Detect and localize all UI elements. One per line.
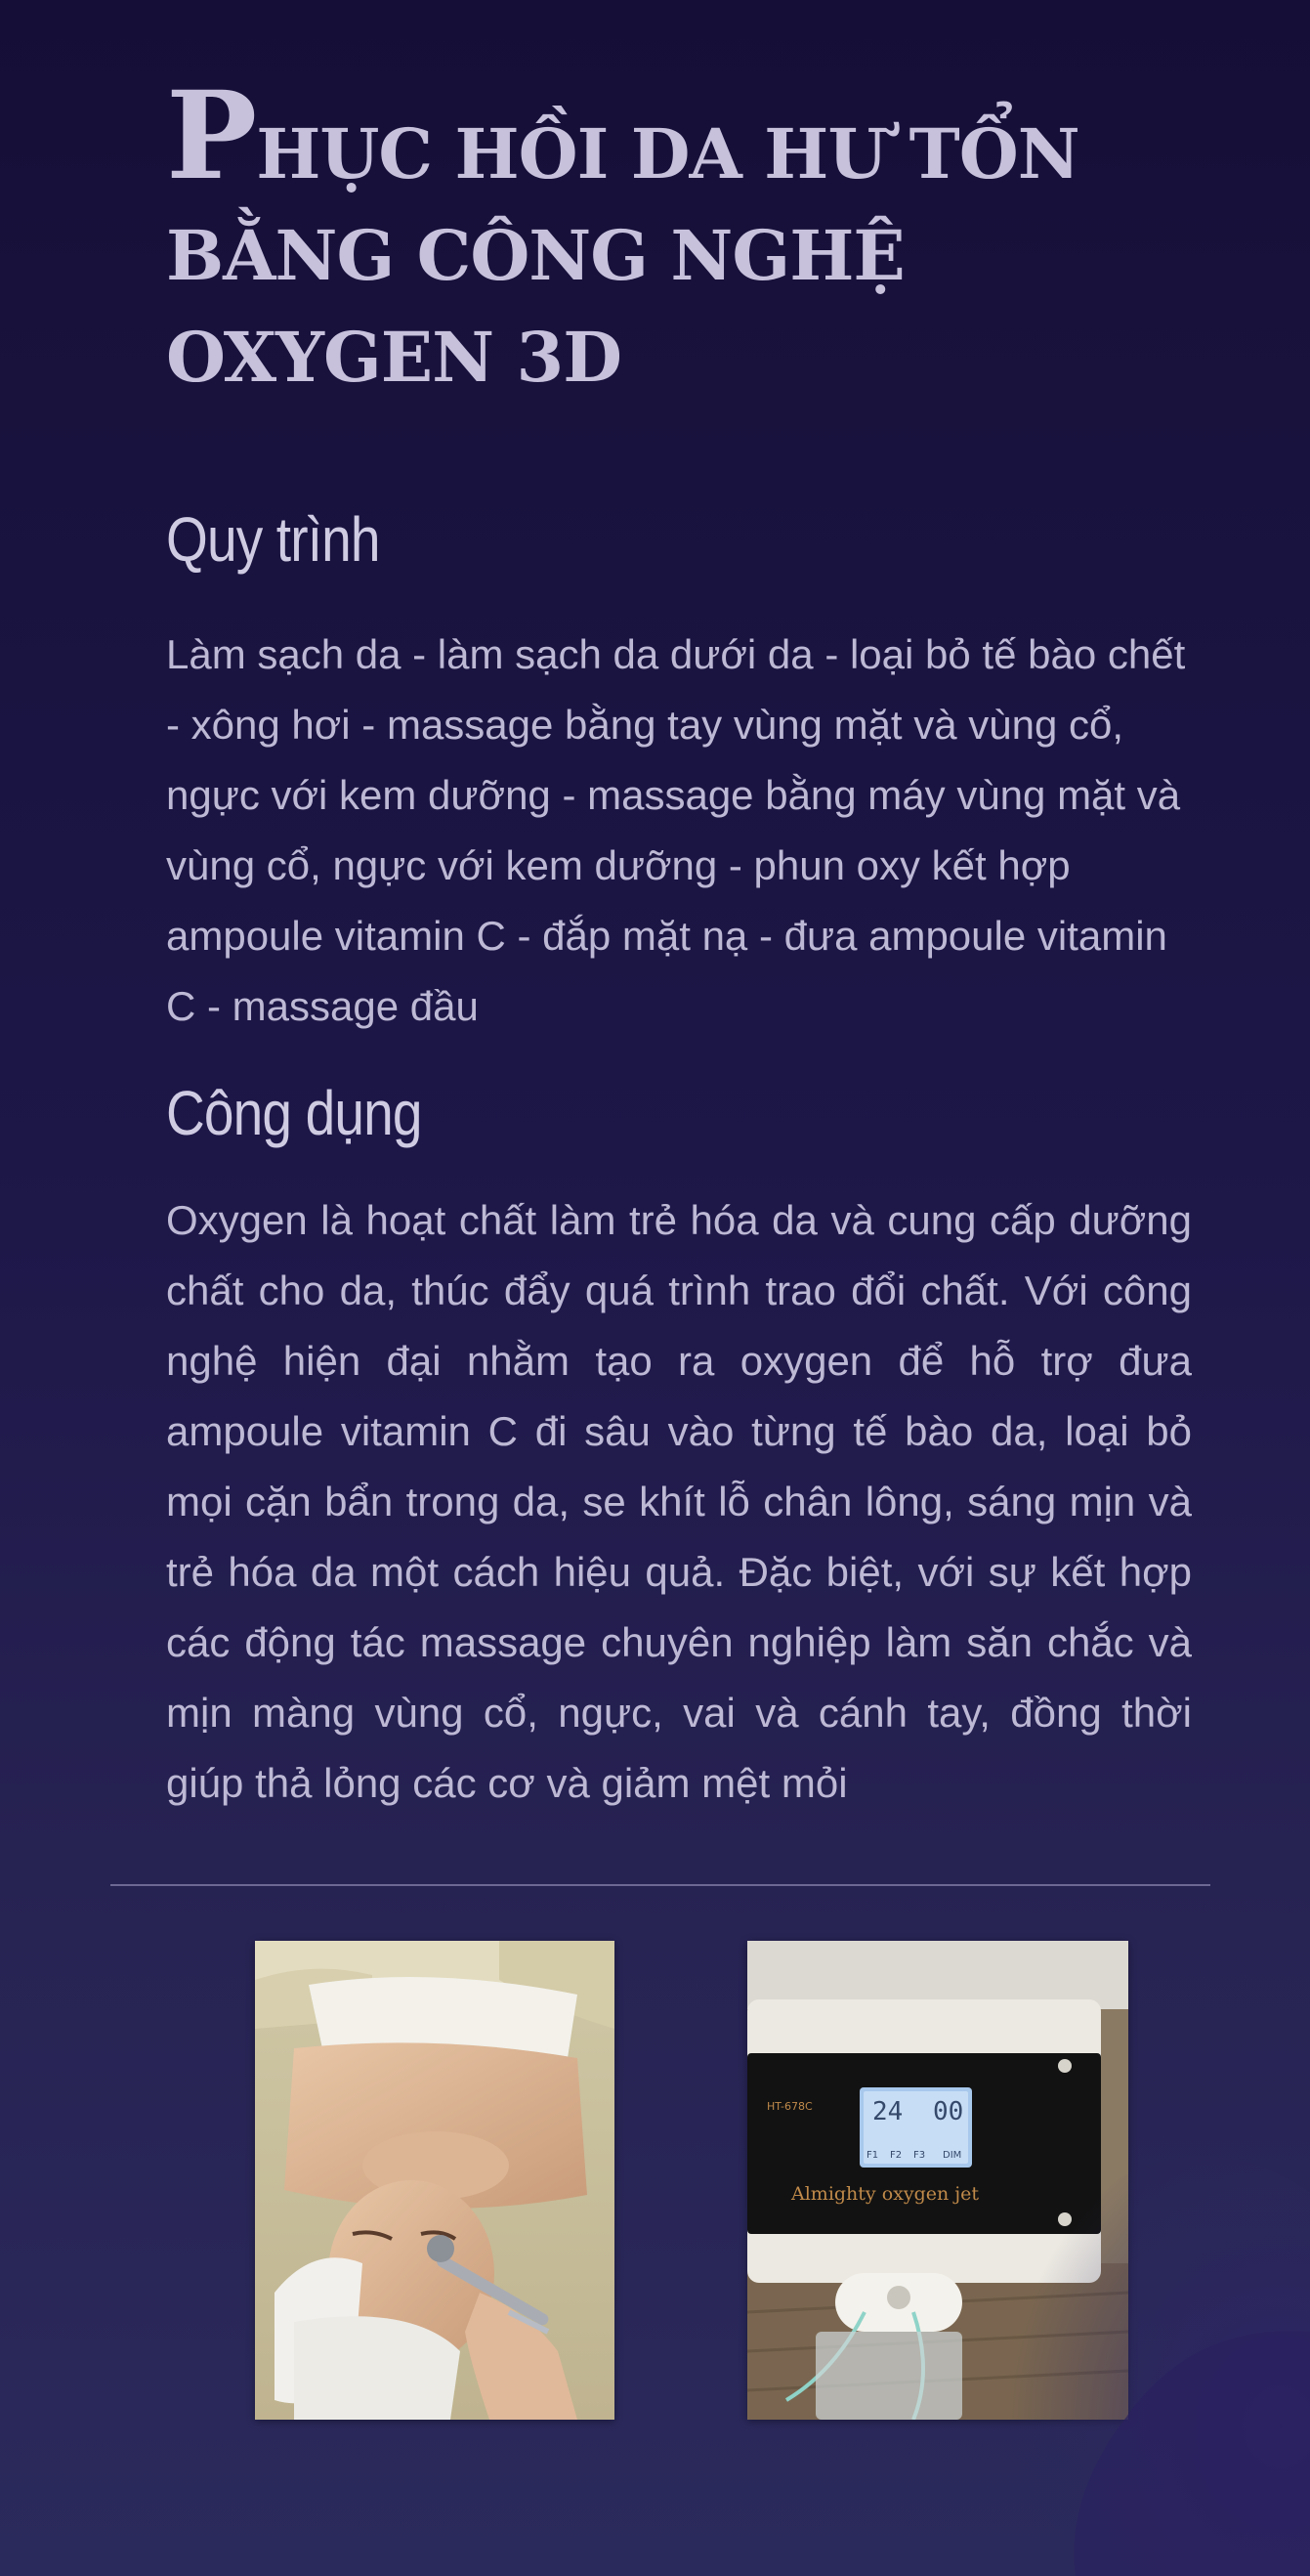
machine-button-dim: DIM (943, 2150, 962, 2161)
decorative-shape (958, 2126, 1310, 2576)
machine-brand: Almighty oxygen jet (791, 2183, 980, 2205)
title-line-1 (166, 65, 1192, 207)
process-text: Làm sạch da - làm sạch da dưới da - loại bỏ tế bào chết - xông hơi - massage bằng tay vùng mặt và vùng cổ, ngực với kem dưỡng - massage bằng máy vùng mặt và vùng cổ, ngực với kem dưỡng - phun oxy kết hợp ampoule vitamin C - đắp mặt nạ - đưa ampoule vitamin C - massage đầu (166, 631, 1186, 1029)
benefit-heading: Công dụng (166, 1078, 422, 1148)
machine-button-f1: F1 (866, 2150, 879, 2161)
title-line-2: BẰNG CÔNG NGHỆ (166, 215, 905, 296)
title-dropcap: P (166, 65, 257, 207)
display-left-value: 24 (872, 2097, 904, 2126)
title-line-1-text: HỤC HỒI DA HƯ TỔN (256, 113, 1079, 194)
benefit-text: Oxygen là hoạt chất làm trẻ hóa da và cung cấp dưỡng chất cho da, thúc đẩy quá trình trao đổi chất. Với công nghệ hiện đại nhằm tạo ra oxygen để hỗ trợ đưa ampoule vitamin C đi sâu vào từng tế bào da, loại bỏ mọi cặn bẩn trong da, se khít lỗ chân lông, sáng mịn và trẻ hóa da một cách hiệu quả. Đặc biệt, với sự kết hợp các động tác massage chuyên nghiệp làm săn chắc và mịn màng vùng cổ, ngực, vai và cánh tay, đồng thời giúp thả lỏng các cơ và giảm mệt mỏi (166, 1197, 1192, 1806)
section-divider (110, 1884, 1210, 1886)
display-right-value: 00 (933, 2097, 964, 2126)
machine-button-f3: F3 (913, 2150, 926, 2161)
title-line-3: OXYGEN 3D (166, 317, 621, 398)
machine-button-f2: F2 (890, 2150, 903, 2161)
process-heading: Quy trình (166, 504, 380, 575)
treatment-photo (255, 1941, 614, 2420)
treatment-illustration (255, 1941, 614, 2420)
machine-model: HT-678C (767, 2100, 813, 2113)
page-title (166, 65, 1192, 408)
